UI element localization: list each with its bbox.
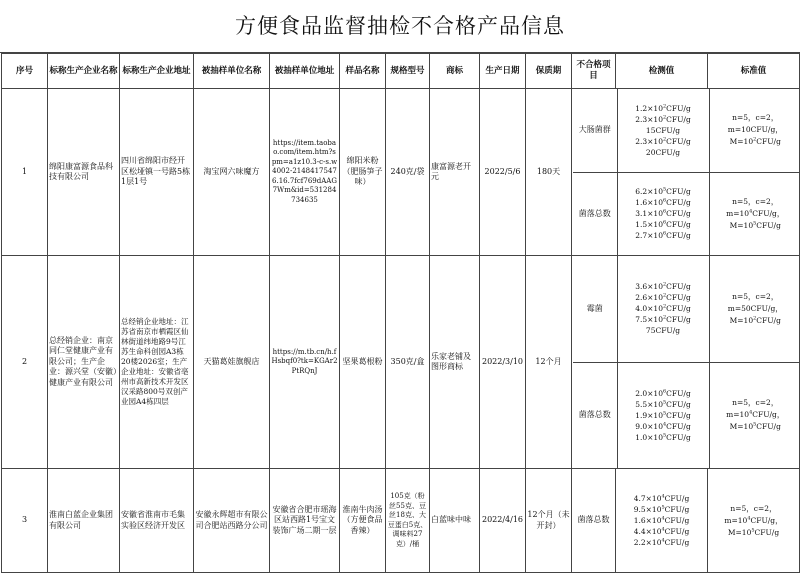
cell-test-values	[617, 362, 709, 468]
test-value: 20CFU/g	[645, 147, 681, 157]
cell-failed-item: 霉菌	[573, 256, 617, 362]
cell-test-values	[617, 89, 709, 172]
header-shelf-life: 保质期	[526, 54, 572, 89]
test-value: $2.3\times 10^2CFU/g$	[635, 114, 691, 124]
header-row	[2, 54, 800, 89]
header-seq: 序号	[2, 54, 48, 89]
cell-shelf-life: 180天	[526, 89, 572, 256]
table-row	[2, 469, 800, 573]
cell-production-date: 2022/5/6	[480, 89, 526, 256]
header-producer-address: 标称生产企业地址	[120, 54, 194, 89]
cell-sample-name: 坚果葛根粉	[340, 256, 386, 469]
cell-seq: 2	[2, 256, 48, 469]
cell-shelf-life: 12个月	[526, 256, 572, 469]
item-row	[573, 172, 800, 255]
test-value: $4.0\times 10^2CFU/g$	[635, 303, 691, 314]
cell-test-values	[617, 172, 709, 255]
header-standard-value: 标准值	[708, 54, 800, 89]
cell-brand: 乐家老铺及图形商标	[430, 256, 480, 469]
header-sampled-unit-address: 被抽样单位地址	[270, 54, 340, 89]
test-value: $9.5\times 10^5CFU/g$	[633, 504, 690, 514]
cell-failed-item: 大肠菌群	[573, 89, 617, 172]
cell-seq: 3	[2, 469, 48, 573]
cell-standard-values: n=5，c=2， $m=10^4CFU/g$， $M=10^5CFU/g$	[709, 172, 800, 255]
header-failed-item: 不合格项目	[572, 54, 616, 89]
cell-sampled-unit-name: 安徽永辉超市有限公司合肥站西路分公司	[194, 469, 270, 573]
test-value: 75CFU/g	[645, 326, 681, 336]
test-value: $2.6\times 10^2CFU/g$	[635, 292, 691, 303]
test-value: $5.5\times 10^5CFU/g$	[635, 399, 691, 409]
test-value: $1.6\times 10^6CFU/g$	[635, 197, 691, 208]
test-value: $1.0\times 10^5CFU/g$	[635, 432, 691, 442]
test-value: $2.2\times 10^4CFU/g$	[633, 537, 690, 547]
cell-brand: 康富源老开元	[430, 89, 480, 256]
cell-items-group	[572, 256, 800, 469]
cell-producer-name: 淮南白蓝企业集团有限公司	[48, 469, 120, 573]
cell-standard-values: n=5，c=2， $m=10^4CFU/g$， $M=10^5CFU/g$	[709, 362, 800, 468]
test-value: $2.7\times 10^6CFU/g$	[635, 230, 691, 241]
test-value: $3.6\times 10^2CFU/g$	[635, 281, 691, 292]
unqualified-products-table	[1, 53, 800, 573]
header-sampled-unit-name: 被抽样单位名称	[194, 54, 270, 89]
cell-standard-values: n=5，c=2， $m=10^4CFU/g$， $M=10^5CFU/g$	[708, 469, 800, 573]
cell-shelf-life: 12个月（未开封）	[526, 469, 572, 573]
cell-failed-item: 菌落总数	[573, 362, 617, 468]
cell-test-values	[617, 256, 709, 362]
item-row	[573, 89, 800, 172]
cell-standard-values: n=5，c=2， m=50CFU/g， $M=10^2CFU/g$	[709, 256, 800, 362]
cell-spec: 240克/袋	[386, 89, 430, 256]
test-value: $2.0\times 10^6CFU/g$	[635, 388, 691, 398]
cell-sampled-unit-address: https://item.taobao.com/item.htm?spm=a1z10.3-c-s.w4002-21484175476.16.7fcf769dAAG7Wm&id=531284734635	[270, 89, 340, 256]
test-value: $1.2\times 10^2CFU/g$	[635, 103, 691, 113]
items-subtable	[573, 89, 800, 255]
test-value: 15CFU/g	[645, 125, 681, 135]
test-value: $3.1\times 10^6CFU/g$	[635, 208, 691, 219]
cell-producer-name: 绵阳康富源食品科技有限公司	[48, 89, 120, 256]
cell-producer-address: 安徽省淮南市毛集实验区经济开发区	[120, 469, 194, 573]
test-value: $1.6\times 10^4CFU/g$	[633, 515, 690, 525]
cell-sampled-unit-address: https://m.tb.cn/h.fHsbqf0?tk=KGAr2PtRQnJ	[270, 256, 340, 469]
cell-test-values	[616, 469, 708, 573]
cell-failed-item: 菌落总数	[572, 469, 616, 573]
table-row	[2, 256, 800, 469]
cell-production-date: 2022/3/10	[480, 256, 526, 469]
cell-production-date: 2022/4/16	[480, 469, 526, 573]
item-row	[573, 256, 800, 362]
cell-spec: 105克（粉丝55克、豆丝18克、大豆蛋白5克、调味料27克）/桶	[386, 469, 430, 573]
test-value: $4.4\times 10^4CFU/g$	[633, 526, 690, 536]
cell-producer-name: 总经销企业：南京同仁堂健康产业有限公司；生产企业：源兴堂（安徽）健康产业有限公司	[48, 256, 120, 469]
test-value: $4.7\times 10^4CFU/g$	[633, 493, 690, 503]
cell-sampled-unit-name: 淘宝网六味魔方	[194, 89, 270, 256]
cell-seq: 1	[2, 89, 48, 256]
cell-spec: 350克/盒	[386, 256, 430, 469]
test-value: $1.9\times 10^5CFU/g$	[635, 410, 691, 420]
test-value: $2.3\times 10^2CFU/g$	[635, 136, 691, 146]
cell-standard-values: n=5，c=2， m=10CFU/g， $M=10^2CFU/g$	[709, 89, 800, 172]
cell-producer-address: 四川省绵阳市经开区松垭镇一号路5栋1层1号	[120, 89, 194, 256]
item-row	[573, 362, 800, 468]
cell-sample-name: 绵阳米粉（肥肠笋子味）	[340, 89, 386, 256]
items-subtable	[573, 256, 800, 468]
cell-sample-name: 淮南牛肉汤（方便食品香辣）	[340, 469, 386, 573]
cell-producer-address: 总经销企业地址：江苏省南京市栖霞区仙林街道纬地路9号江苏生命科创园A3栋20楼2026室；生产企业地址：安徽省亳州市高新技术开发区汉采路800号双创产业园A4栋四层	[120, 256, 194, 469]
header-sample-name: 样品名称	[340, 54, 386, 89]
header-spec: 规格型号	[386, 54, 430, 89]
test-value: $6.2\times 10^5CFU/g$	[635, 186, 691, 197]
header-production-date: 生产日期	[480, 54, 526, 89]
cell-brand: 白蓝味中味	[430, 469, 480, 573]
header-test-value: 检测值	[616, 54, 708, 89]
header-brand: 商标	[430, 54, 480, 89]
table-row	[2, 89, 800, 256]
test-value: $9.0\times 10^4CFU/g$	[635, 421, 691, 431]
test-value: $7.5\times 10^2CFU/g$	[635, 314, 691, 325]
header-producer-name: 标称生产企业名称	[48, 54, 120, 89]
cell-sampled-unit-address: 安徽省合肥市瑶海区站西路1号宝文装饰广场二期一层	[270, 469, 340, 573]
cell-items-group	[572, 89, 800, 256]
test-value: $1.5\times 10^6CFU/g$	[635, 219, 691, 230]
cell-failed-item: 菌落总数	[573, 172, 617, 255]
page-title: 方便食品监督抽检不合格产品信息	[0, 0, 800, 53]
cell-sampled-unit-name: 天猫葛娃旗舰店	[194, 256, 270, 469]
